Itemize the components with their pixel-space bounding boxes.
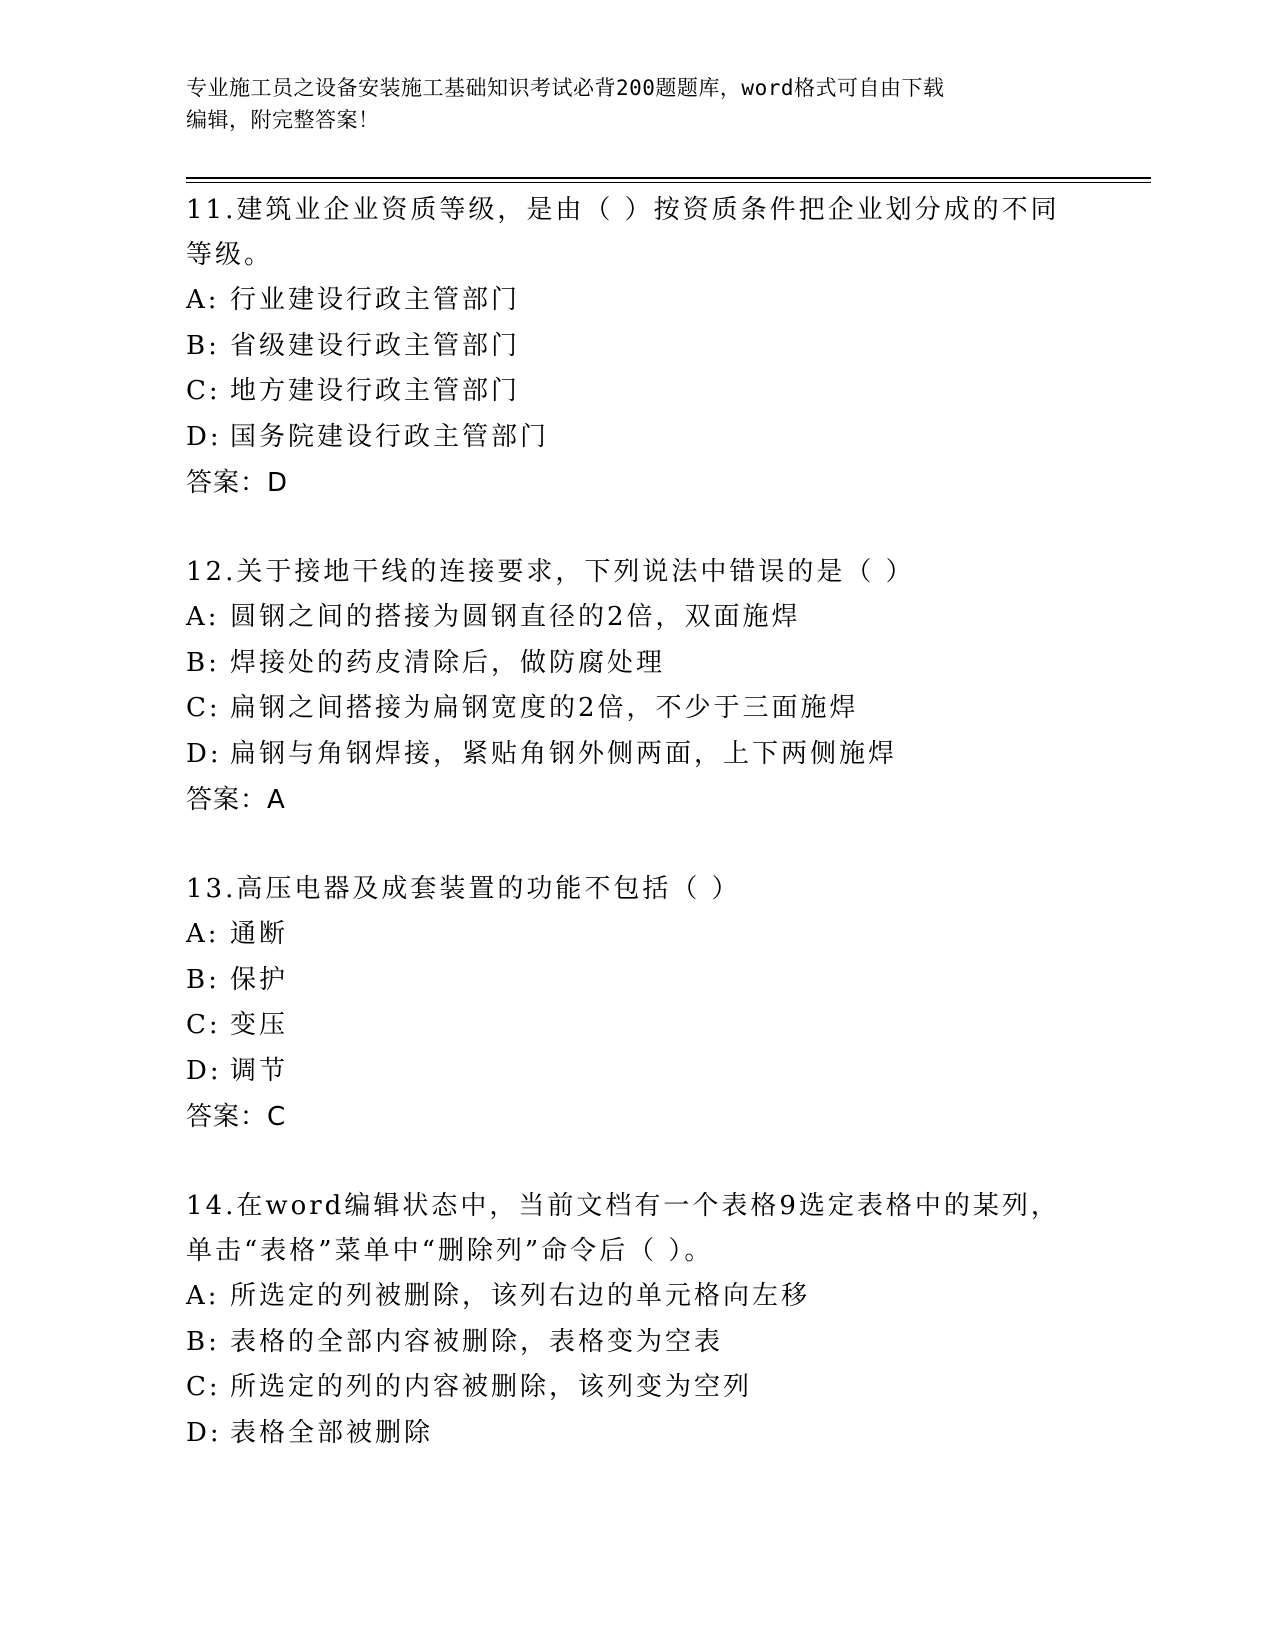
option-letter: A:: [186, 285, 220, 315]
question-13: [186, 867, 1086, 1140]
option-text: 省级建设行政主管部门: [230, 330, 521, 361]
option-text: 扁钢与角钢焊接，紧贴角钢外侧两面，上下两侧施焊: [230, 738, 898, 769]
question-stem: 12.关于接地干线的连接要求，下列说法中错误的是（ ）: [186, 557, 915, 587]
option-a: [186, 595, 1086, 641]
option-c: [186, 1003, 1086, 1049]
answer-line: 答案：A: [186, 785, 286, 815]
option-text: 保护: [230, 964, 289, 995]
question-stem-continued: 等级。: [186, 240, 274, 270]
option-b: [186, 641, 1086, 687]
question-stem: 13.高压电器及成套装置的功能不包括（ ）: [186, 874, 741, 904]
option-text: 表格的全部内容被删除，表格变为空表: [230, 1326, 724, 1357]
option-b: [186, 324, 1086, 370]
question-11: [186, 188, 1086, 506]
question-list: [186, 188, 1086, 1456]
option-letter: C:: [186, 376, 221, 406]
option-d: [186, 415, 1086, 461]
option-text: 国务院建设行政主管部门: [230, 421, 550, 452]
question-spacer: [186, 506, 1086, 550]
question-spacer: [186, 1140, 1086, 1184]
option-text: 所选定的列被删除，该列右边的单元格向左移: [230, 1281, 811, 1311]
option-c: [186, 686, 1086, 732]
question-spacer: [186, 823, 1086, 867]
option-d: [186, 1411, 1086, 1457]
question-stem: 14.在word编辑状态中，当前文档有一个表格9选定表格中的某列，: [186, 1191, 1060, 1221]
header-line-2: 编辑，附完整答案！: [186, 108, 380, 132]
option-text: 变压: [230, 1010, 289, 1040]
option-letter: B:: [186, 330, 220, 361]
option-text: 行业建设行政主管部门: [230, 285, 521, 315]
option-text: 通断: [230, 919, 289, 949]
question-stem: 11.建筑业企业资质等级，是由（ ）按资质条件把企业划分成的不同: [186, 195, 1060, 225]
header-line-1: 专业施工员之设备安装施工基础知识考试必背200题题库，word格式可自由下载: [186, 76, 945, 100]
option-d: [186, 732, 1086, 778]
option-text: 表格全部被删除: [230, 1417, 434, 1448]
option-text: 圆钢之间的搭接为圆钢直径的2倍，双面施焊: [230, 602, 801, 632]
option-letter: B:: [186, 1326, 220, 1357]
option-letter: C:: [186, 1372, 221, 1402]
option-text: 地方建设行政主管部门: [230, 376, 521, 406]
option-d: [186, 1049, 1086, 1095]
option-text: 扁钢之间搭接为扁钢宽度的2倍，不少于三面施焊: [230, 693, 859, 723]
option-letter: C:: [186, 1010, 221, 1040]
option-b: [186, 958, 1086, 1004]
option-letter: B:: [186, 964, 220, 995]
header-rule-thick: [186, 177, 1151, 179]
option-letter: A:: [186, 1281, 220, 1311]
answer-line: 答案：C: [186, 1102, 287, 1132]
option-letter: D:: [186, 421, 222, 452]
option-text: 所选定的列的内容被删除，该列变为空列: [230, 1372, 753, 1402]
question-14: [186, 1184, 1086, 1456]
document-header: [186, 72, 1066, 136]
answer-line: 答案：D: [186, 468, 289, 498]
option-a: [186, 278, 1086, 324]
question-stem-continued: 单击“表格”菜单中“删除列”命令后（ ）。: [186, 1236, 714, 1266]
option-letter: D:: [186, 1417, 222, 1448]
option-text: 调节: [230, 1055, 289, 1086]
option-letter: D:: [186, 1055, 222, 1086]
option-c: [186, 369, 1086, 415]
header-rule-thin: [186, 182, 1151, 183]
option-a: [186, 1274, 1086, 1320]
option-b: [186, 1320, 1086, 1366]
option-letter: B:: [186, 647, 220, 678]
option-letter: A:: [186, 602, 220, 632]
option-c: [186, 1365, 1086, 1411]
option-text: 焊接处的药皮清除后，做防腐处理: [230, 647, 666, 678]
option-letter: D:: [186, 738, 222, 769]
option-letter: C:: [186, 693, 221, 723]
option-a: [186, 912, 1086, 958]
question-12: [186, 550, 1086, 823]
option-letter: A:: [186, 919, 220, 949]
